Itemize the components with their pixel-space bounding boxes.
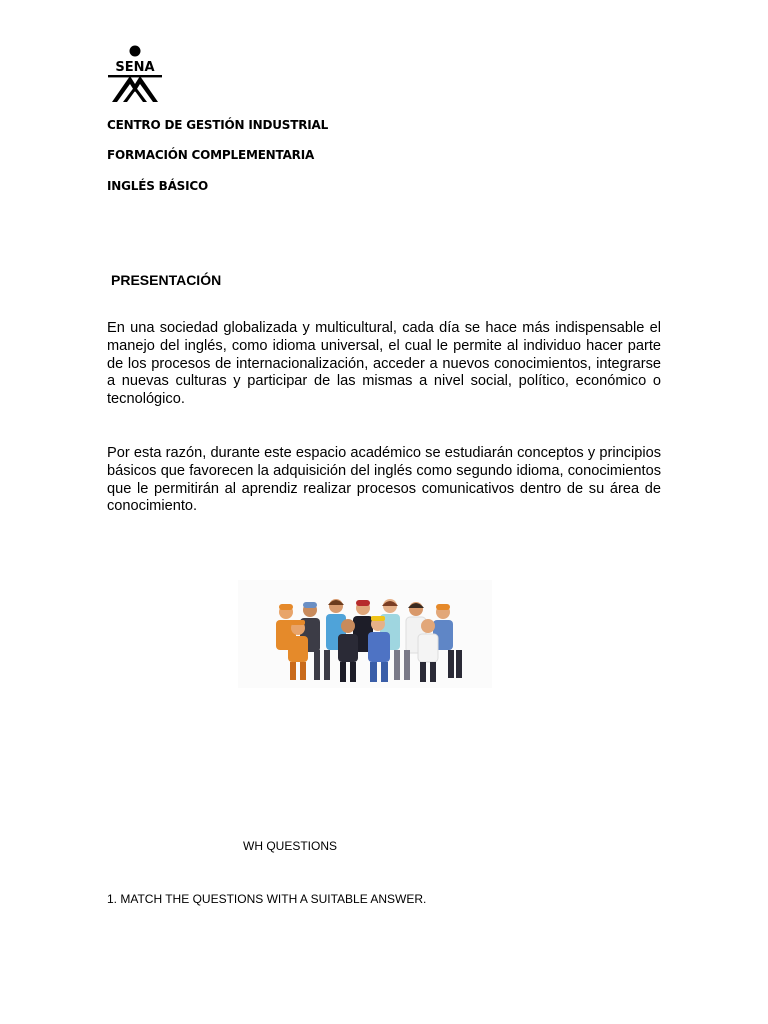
logo-text: SENA bbox=[115, 60, 155, 75]
sena-logo-icon bbox=[106, 44, 164, 104]
group-of-professionals-illustration bbox=[238, 580, 492, 688]
exercise-title: WH QUESTIONS bbox=[243, 839, 338, 853]
exercise-instruction: 1. MATCH THE QUESTIONS WITH A SUITABLE ANSWER. bbox=[107, 892, 427, 906]
program-type: FORMACIÓN COMPLEMENTARIA bbox=[107, 148, 315, 162]
institution-name: CENTRO DE GESTIÓN INDUSTRIAL bbox=[107, 118, 329, 132]
intro-paragraph: En una sociedad globalizada y multicultural, cada día se hace más indispensable el manejo del inglés, como idioma universal, el cual le permite al individuo hacer parte de los procesos de internacionalización, acceder a nuevos conocimientos, integrarse a nuevas culturas y participar de las mismas a nivel social, político, económico o tecnológico. bbox=[107, 320, 661, 408]
purpose-paragraph: Por esta razón, durante este espacio académico se estudiarán conceptos y principios básicos que favorecen la adquisición del inglés como segundo idioma, conocimientos que le permitirán al aprendiz realizar procesos comunicativos dentro de su área de conocimiento. bbox=[107, 445, 661, 515]
section-heading: PRESENTACIÓN bbox=[111, 272, 222, 288]
course-name: INGLÉS BÁSICO bbox=[107, 179, 208, 193]
